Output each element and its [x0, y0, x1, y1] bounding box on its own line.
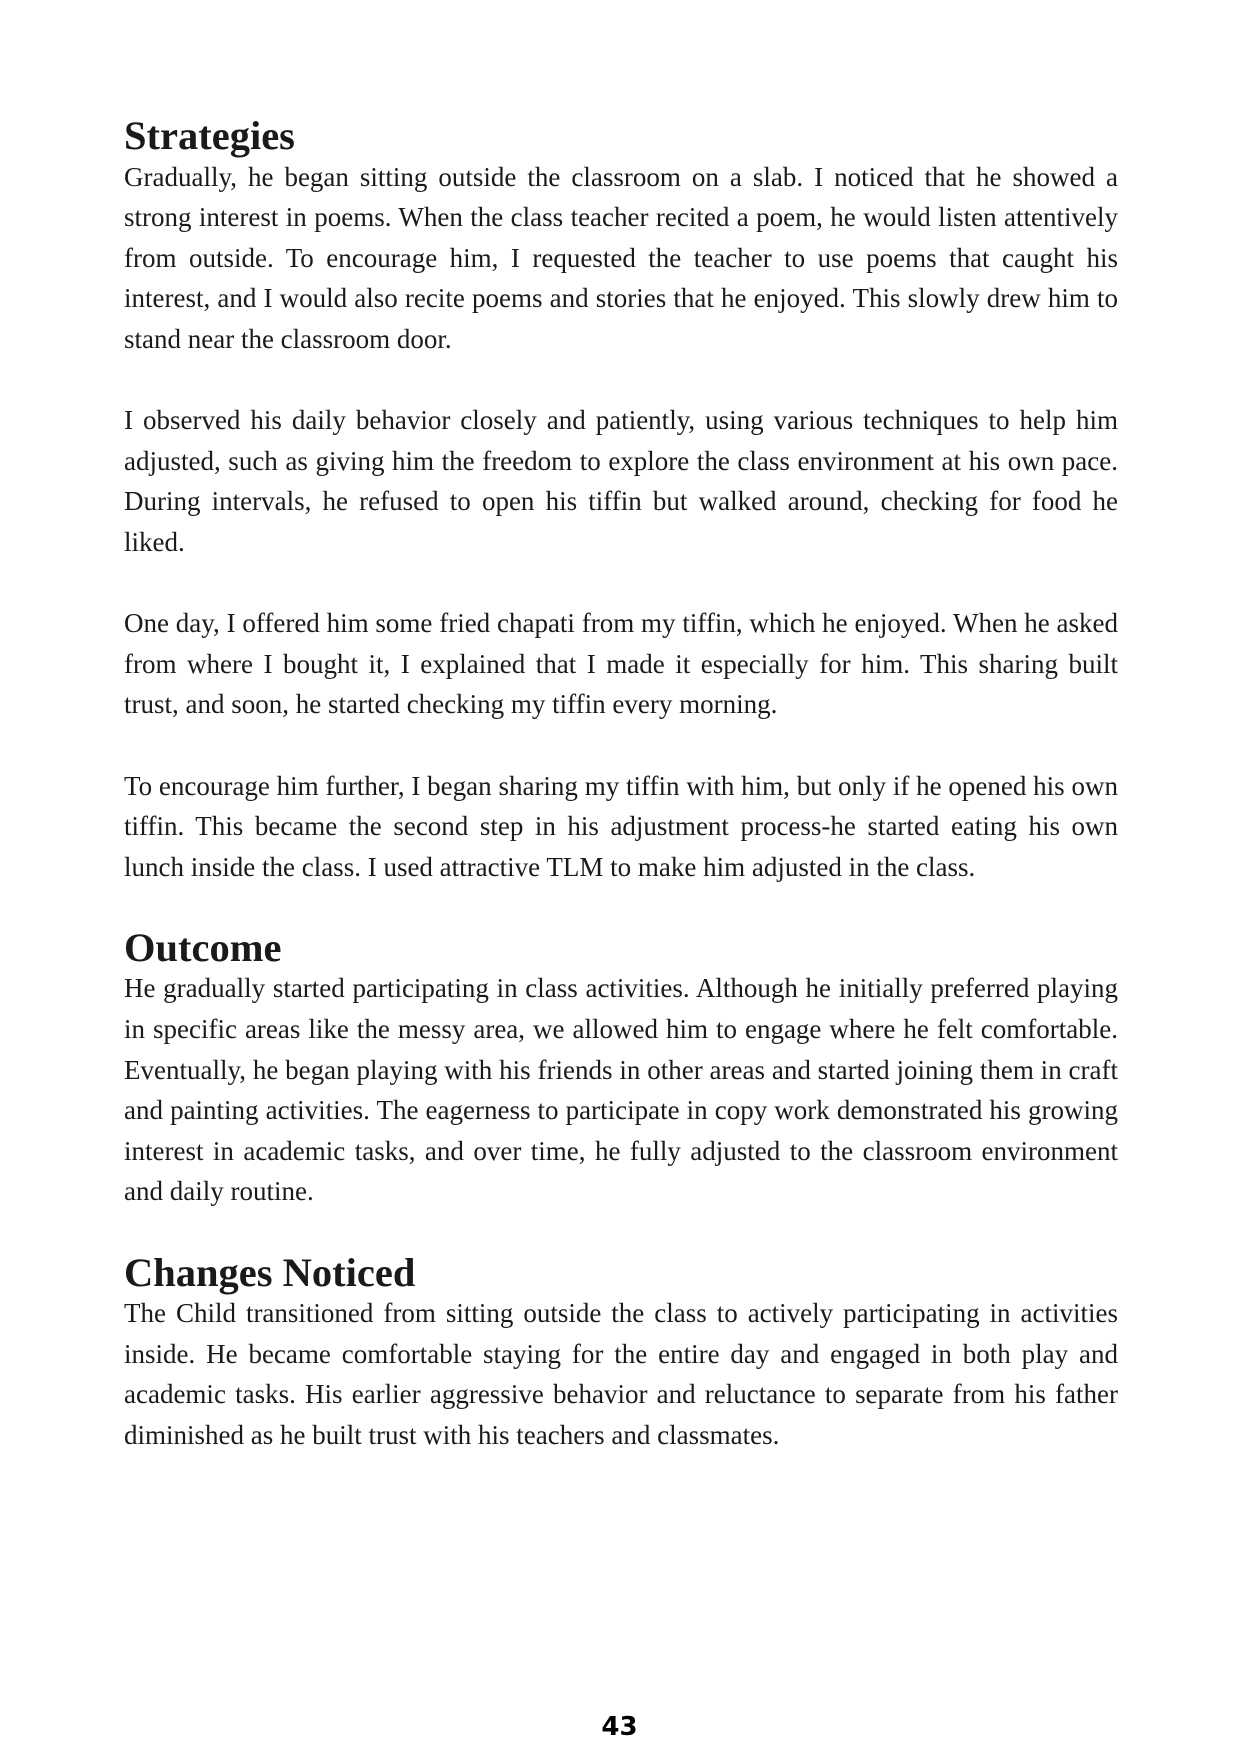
- section-heading: Changes Noticed: [124, 1249, 416, 1295]
- page-number: 43: [601, 1712, 638, 1742]
- paragraph: To encourage him further, I began sharing my tiffin with him, but only if he opened his own tiffin. This became the second step in his adjustment process-he started eating his own lunch inside the class. I used attractive TLM to make him adjusted in the class.: [124, 770, 1118, 882]
- section-outcome: [124, 924, 1118, 1212]
- paragraph: The Child transitioned from sitting outside the class to actively participating in activities inside. He became comfortable staying for the entire day and engaged in both play and academic tasks. His earlier aggressive behavior and reluctance to separate from his father diminished as he built trust with his teachers and classmates.: [124, 1298, 1118, 1450]
- paragraph: Gradually, he began sitting outside the classroom on a slab. I noticed that he showed a strong interest in poems. When the class teacher recited a poem, he would listen attentively from outside. To encourage him, I requested the teacher to use poems that caught his interest, and I would also recite poems and stories that he enjoyed. This slowly drew him to stand near the classroom door.: [124, 161, 1118, 354]
- section-heading: Outcome: [124, 924, 282, 970]
- section-heading: Strategies: [124, 113, 295, 158]
- page-body: [124, 113, 1118, 1456]
- paragraph: He gradually started participating in class activities. Although he initially preferred playing in specific areas like the messy area, we allowed him to engage where he felt comfortable. Eventually, he began playing with his friends in other areas and started joining them in craft and painting activities. The eagerness to participate in copy work demonstrated his growing interest in academic tasks, and over time, he fully adjusted to the classroom environment and daily routine.: [124, 973, 1118, 1207]
- section-changes-noticed: [124, 1249, 1118, 1456]
- section-strategies: [124, 113, 1118, 887]
- paragraph: I observed his daily behavior closely and patiently, using various techniques to help him adjusted, such as giving him the freedom to explore the class environment at his own pace. During intervals, he refused to open his tiffin but walked around, checking for food he liked.: [124, 405, 1118, 557]
- paragraph: One day, I offered him some fried chapati from my tiffin, which he enjoyed. When he asked from where I bought it, I explained that I made it especially for him. This sharing built trust, and soon, he started checking my tiffin every morning.: [124, 608, 1118, 720]
